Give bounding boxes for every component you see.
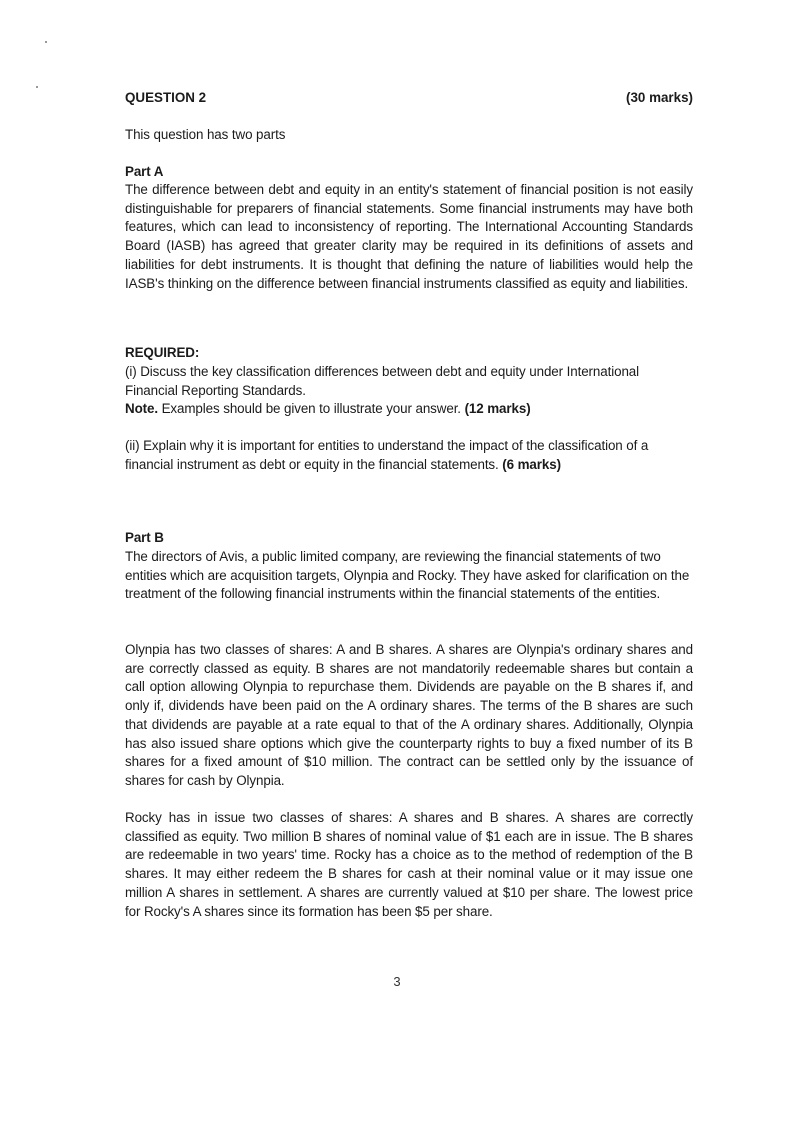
scan-speck [45, 41, 47, 43]
part-b-heading: Part B [125, 530, 164, 545]
scan-speck [36, 86, 38, 88]
part-a-body: The difference between debt and equity in an entity's statement of financial position is not easily distinguishable for preparers of financial statements. Some financial instruments may have both features, which can lead to inconsistency of reporting. The International Accounting Standards Board (IASB) has agreed that greater clarity may be required in its definitions of assets and liabilities for debt instruments. It is thought that defining the nature of liabilities would help the IASB's thinking on the difference between financial instruments classified as equity and liabilities. [125, 182, 693, 291]
part-a-heading: Part A [125, 164, 164, 179]
question-marks: (30 marks) [626, 90, 693, 105]
requirement-i: (i) Discuss the key classification differences between debt and equity under International Financial Reporting Standards. [125, 364, 640, 398]
note-text: Examples should be given to illustrate your answer. [157, 401, 465, 416]
note-marks: (12 marks) [464, 401, 531, 416]
requirement-ii-marks: (6 marks) [502, 456, 561, 472]
page-number: 3 [393, 974, 401, 989]
question-intro: This question has two parts [125, 127, 286, 142]
olynpia-paragraph: Olynpia has two classes of shares: A and B shares. A shares are Olynpia's ordinary shares and are correctly classed as equity. B shares are not mandatorily redeemable shares but contain a call option allowing Olynpia to repurchase them. Dividends are payable on the B shares if, and only if, dividends have been paid on the A ordinary shares. The terms of the B shares are such that dividends are payable at a rate equal to that of the A ordinary shares. Additionally, Olynpia has also issued share options which give the counterparty rights to buy a fixed number of its B shares for a fixed amount of $10 million. The contract can be settled only by the issuance of shares for cash by Olynpia. [125, 642, 693, 788]
requirement-ii-text: (ii) Explain why it is important for entities to understand the impact of the classification of a financial instrument as debt or equity in the financial statements. [125, 438, 649, 472]
required-heading: REQUIRED: [125, 345, 200, 360]
question-title: QUESTION 2 [125, 90, 207, 105]
note-label: Note. [125, 401, 158, 416]
rocky-paragraph: Rocky has in issue two classes of shares: A shares and B shares. A shares are correctly classified as equity. Two million B shares of nominal value of $1 each are in issue. The B shares are redeemable in two years' time. Rocky has a choice as to the method of redemption of the B shares. It may either redeem the B shares for cash at their nominal value or it may issue one million A shares in settlement. A shares are currently valued at $10 per share. The lowest price for Rocky's A shares since its formation has been $5 per share. [125, 810, 693, 919]
question-header [125, 90, 693, 105]
requirement-note [125, 400, 693, 419]
requirement-ii [125, 437, 693, 474]
part-b-intro: The directors of Avis, a public limited company, are reviewing the financial statements of two entities which are acquisition targets, Olynpia and Rocky. They have asked for clarification on the treatment of the following financial instruments within the financial statements of the entities. [125, 549, 690, 602]
